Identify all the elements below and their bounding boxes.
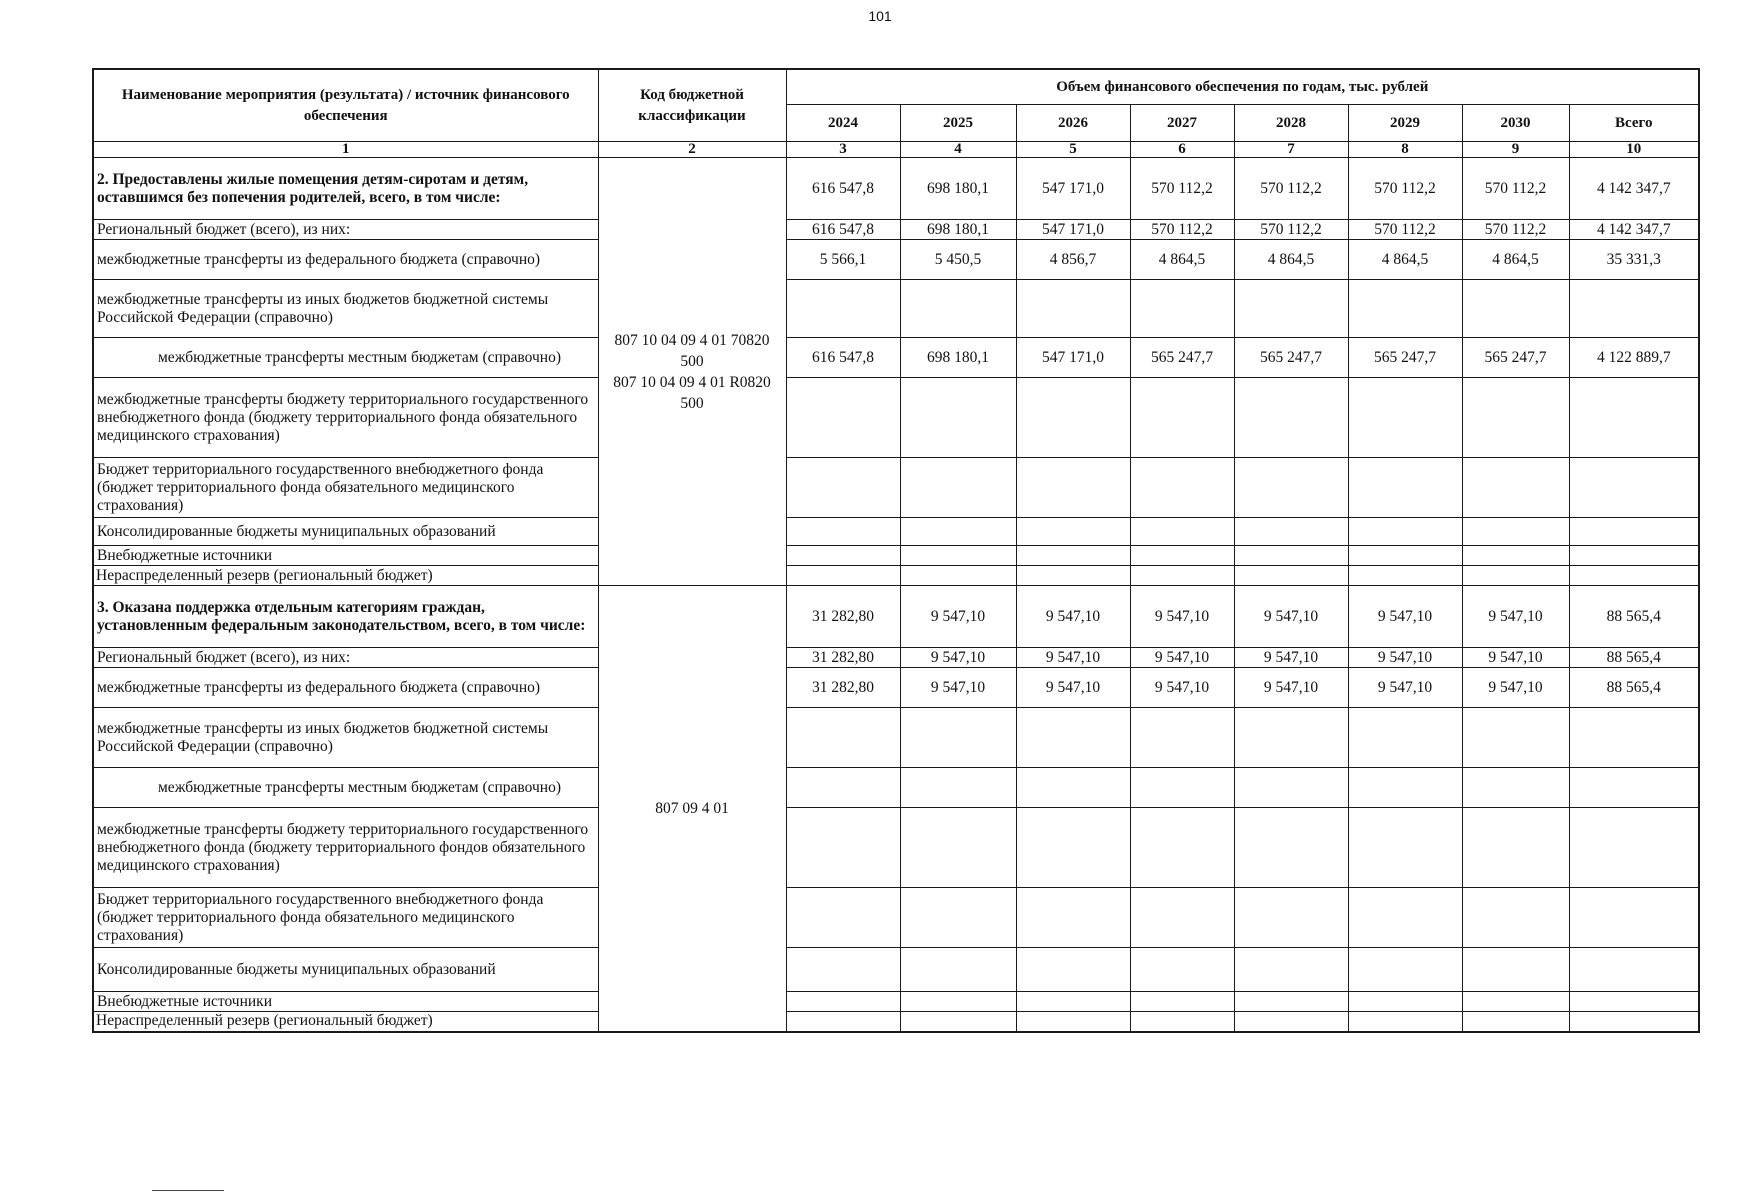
total-value: 88 565,4	[1569, 668, 1699, 708]
year-value: 9 547,10	[900, 668, 1016, 708]
year-value: 570 112,2	[1234, 220, 1348, 240]
year-value: 570 112,2	[1462, 220, 1569, 240]
year-value	[1234, 458, 1348, 518]
year-value	[786, 1012, 900, 1032]
year-value	[1016, 546, 1130, 566]
total-value	[1569, 948, 1699, 992]
page-number: 101	[868, 8, 892, 24]
year-value	[1016, 992, 1130, 1012]
year-value	[1016, 948, 1130, 992]
year-value	[900, 566, 1016, 586]
year-value: 9 547,10	[1016, 668, 1130, 708]
column-number: 1	[93, 142, 598, 158]
section-total-row	[93, 158, 1699, 220]
year-value	[1016, 280, 1130, 338]
year-value	[786, 518, 900, 546]
year-value: 4 864,5	[1348, 240, 1462, 280]
year-value	[1348, 708, 1462, 768]
year-value	[900, 768, 1016, 808]
table-row	[93, 708, 1699, 768]
year-value	[1348, 992, 1462, 1012]
header-volume-column: Объем финансового обеспечения по годам, тыс. рублей	[786, 69, 1699, 105]
year-value	[900, 708, 1016, 768]
year-value	[1016, 808, 1130, 888]
year-value: 9 547,10	[900, 648, 1016, 668]
year-value	[1234, 378, 1348, 458]
section-total-row	[93, 586, 1699, 648]
year-value: 570 112,2	[1130, 158, 1234, 220]
year-value: 570 112,2	[1462, 158, 1569, 220]
year-value: 31 282,80	[786, 668, 900, 708]
year-value: 565 247,7	[1462, 338, 1569, 378]
total-value	[1569, 546, 1699, 566]
year-value: 9 547,10	[1462, 648, 1569, 668]
year-value: 9 547,10	[1462, 586, 1569, 648]
year-value: 547 171,0	[1016, 220, 1130, 240]
year-value	[786, 708, 900, 768]
row-label: Региональный бюджет (всего), из них:	[93, 648, 598, 668]
row-label: Нераспределенный резерв (региональный бюджет)	[93, 1012, 598, 1032]
year-value	[1130, 1012, 1234, 1032]
row-label: Консолидированные бюджеты муниципальных образований	[93, 948, 598, 992]
column-number: 4	[900, 142, 1016, 158]
year-value	[1348, 280, 1462, 338]
year-value: 9 547,10	[1016, 586, 1130, 648]
year-value	[1234, 992, 1348, 1012]
year-value	[1462, 808, 1569, 888]
table-row	[93, 338, 1699, 378]
year-value	[1234, 948, 1348, 992]
table-row	[93, 768, 1699, 808]
year-value	[900, 546, 1016, 566]
header-code-column: Код бюджетной классификации	[598, 69, 786, 142]
year-value: 9 547,10	[1234, 648, 1348, 668]
header-year: 2027	[1130, 105, 1234, 142]
year-value	[1348, 1012, 1462, 1032]
total-value: 88 565,4	[1569, 648, 1699, 668]
year-value	[1130, 458, 1234, 518]
year-value	[1016, 378, 1130, 458]
year-value: 616 547,8	[786, 338, 900, 378]
year-value	[1130, 888, 1234, 948]
row-label: межбюджетные трансферты бюджету территориального государственного внебюджетного фонда (бюджету территориального фонда обязательного медицинского страхования)	[93, 378, 598, 458]
year-value: 547 171,0	[1016, 158, 1130, 220]
year-value	[1462, 458, 1569, 518]
year-value	[1348, 378, 1462, 458]
header-year: 2029	[1348, 105, 1462, 142]
table-row	[93, 948, 1699, 992]
row-label: межбюджетные трансферты из иных бюджетов бюджетной системы Российской Федерации (справочно)	[93, 280, 598, 338]
total-value	[1569, 1012, 1699, 1032]
year-value	[786, 948, 900, 992]
table-row	[93, 888, 1699, 948]
year-value	[1016, 458, 1130, 518]
year-value: 698 180,1	[900, 158, 1016, 220]
header-year: 2024	[786, 105, 900, 142]
table-row	[93, 280, 1699, 338]
year-value	[1348, 768, 1462, 808]
year-value	[1348, 566, 1462, 586]
total-value	[1569, 992, 1699, 1012]
column-number: 7	[1234, 142, 1348, 158]
table-row	[93, 378, 1699, 458]
row-label: межбюджетные трансферты из федерального бюджета (справочно)	[93, 240, 598, 280]
budget-code: 807 10 04 09 4 01 70820 500 807 10 04 09 4 01 R0820 500	[598, 158, 786, 586]
row-label: Бюджет территориального государственного внебюджетного фонда (бюджет территориального фонда обязательного медицинского страхования)	[93, 458, 598, 518]
year-value	[1016, 708, 1130, 768]
year-value	[1130, 566, 1234, 586]
header-name-column: Наименование мероприятия (результата) / источник финансового обеспечения	[93, 69, 598, 142]
year-value: 9 547,10	[1348, 648, 1462, 668]
year-value	[1130, 808, 1234, 888]
year-value: 9 547,10	[1234, 586, 1348, 648]
budget-code: 807 09 4 01	[598, 586, 786, 1032]
year-value: 9 547,10	[1348, 586, 1462, 648]
table-row	[93, 546, 1699, 566]
year-value: 4 864,5	[1130, 240, 1234, 280]
year-value	[1016, 518, 1130, 546]
table-row	[93, 808, 1699, 888]
year-value	[1462, 280, 1569, 338]
year-value	[1016, 768, 1130, 808]
total-value: 35 331,3	[1569, 240, 1699, 280]
year-value	[786, 458, 900, 518]
year-value	[1234, 280, 1348, 338]
year-value: 9 547,10	[1130, 586, 1234, 648]
table-row	[93, 458, 1699, 518]
total-value	[1569, 808, 1699, 888]
year-value: 565 247,7	[1130, 338, 1234, 378]
year-value	[1234, 546, 1348, 566]
year-value	[1462, 566, 1569, 586]
year-value	[786, 808, 900, 888]
year-value	[786, 378, 900, 458]
total-value	[1569, 458, 1699, 518]
footnote-rule	[152, 1190, 224, 1191]
year-value: 570 112,2	[1348, 220, 1462, 240]
year-value: 4 864,5	[1234, 240, 1348, 280]
year-value	[1348, 948, 1462, 992]
header-year: 2028	[1234, 105, 1348, 142]
row-label: 3. Оказана поддержка отдельным категориям граждан, установленным федеральным законодательством, всего, в том числе:	[93, 586, 598, 648]
year-value	[1016, 1012, 1130, 1032]
row-label: межбюджетные трансферты местным бюджетам (справочно)	[93, 768, 598, 808]
year-value: 31 282,80	[786, 648, 900, 668]
year-value: 9 547,10	[1130, 648, 1234, 668]
year-value	[900, 888, 1016, 948]
year-value: 698 180,1	[900, 220, 1016, 240]
header-year: 2025	[900, 105, 1016, 142]
year-value	[1234, 1012, 1348, 1032]
year-value: 31 282,80	[786, 586, 900, 648]
year-value: 9 547,10	[1234, 668, 1348, 708]
column-number: 8	[1348, 142, 1462, 158]
year-value: 4 856,7	[1016, 240, 1130, 280]
year-value	[1234, 566, 1348, 586]
total-value	[1569, 378, 1699, 458]
year-value	[1130, 546, 1234, 566]
year-value	[900, 378, 1016, 458]
year-value: 9 547,10	[1130, 668, 1234, 708]
year-value: 698 180,1	[900, 338, 1016, 378]
year-value	[1130, 378, 1234, 458]
column-number: 6	[1130, 142, 1234, 158]
year-value: 565 247,7	[1348, 338, 1462, 378]
year-value	[1130, 768, 1234, 808]
year-value	[786, 768, 900, 808]
year-value: 570 112,2	[1130, 220, 1234, 240]
row-label: Внебюджетные источники	[93, 992, 598, 1012]
table-row	[93, 668, 1699, 708]
year-value	[1234, 888, 1348, 948]
total-value: 4 122 889,7	[1569, 338, 1699, 378]
total-value: 88 565,4	[1569, 586, 1699, 648]
table-body	[93, 158, 1699, 1032]
year-value	[900, 458, 1016, 518]
total-value	[1569, 518, 1699, 546]
year-value	[1462, 1012, 1569, 1032]
year-value	[1462, 948, 1569, 992]
column-number: 2	[598, 142, 786, 158]
header-year: 2030	[1462, 105, 1569, 142]
column-number-row	[93, 142, 1699, 158]
year-value: 9 547,10	[1016, 648, 1130, 668]
year-value	[1462, 992, 1569, 1012]
year-value	[1016, 888, 1130, 948]
table-row	[93, 1012, 1699, 1032]
year-value	[900, 518, 1016, 546]
year-value	[1462, 378, 1569, 458]
table-row	[93, 220, 1699, 240]
year-value: 9 547,10	[900, 586, 1016, 648]
year-value: 9 547,10	[1462, 668, 1569, 708]
row-label: Консолидированные бюджеты муниципальных образований	[93, 518, 598, 546]
row-label: Региональный бюджет (всего), из них:	[93, 220, 598, 240]
year-value	[1234, 708, 1348, 768]
column-number: 3	[786, 142, 900, 158]
total-value: 4 142 347,7	[1569, 220, 1699, 240]
year-value	[900, 280, 1016, 338]
header-total: Всего	[1569, 105, 1699, 142]
column-number: 5	[1016, 142, 1130, 158]
year-value	[900, 992, 1016, 1012]
year-value	[1234, 768, 1348, 808]
year-value	[1234, 808, 1348, 888]
year-value	[786, 546, 900, 566]
year-value: 4 864,5	[1462, 240, 1569, 280]
year-value	[786, 888, 900, 948]
year-value: 5 450,5	[900, 240, 1016, 280]
row-label: межбюджетные трансферты бюджету территориального государственного внебюджетного фонда (бюджету территориального фондов обязательного медицинского страхования)	[93, 808, 598, 888]
table-row	[93, 566, 1699, 586]
year-value: 5 566,1	[786, 240, 900, 280]
header-year: 2026	[1016, 105, 1130, 142]
year-value	[786, 280, 900, 338]
year-value	[1462, 768, 1569, 808]
year-value	[1016, 566, 1130, 586]
year-value	[786, 992, 900, 1012]
year-value: 565 247,7	[1234, 338, 1348, 378]
table-row	[93, 992, 1699, 1012]
row-label: межбюджетные трансферты из иных бюджетов бюджетной системы Российской Федерации (справочно)	[93, 708, 598, 768]
year-value: 616 547,8	[786, 220, 900, 240]
year-value	[1348, 546, 1462, 566]
table-row	[93, 518, 1699, 546]
year-value	[1130, 518, 1234, 546]
year-value	[900, 808, 1016, 888]
year-value	[1462, 546, 1569, 566]
year-value	[1130, 708, 1234, 768]
year-value	[1462, 888, 1569, 948]
year-value	[900, 1012, 1016, 1032]
year-value	[1348, 518, 1462, 546]
year-value: 570 112,2	[1348, 158, 1462, 220]
year-value	[1462, 518, 1569, 546]
row-label: межбюджетные трансферты местным бюджетам (справочно)	[93, 338, 598, 378]
budget-table	[92, 68, 1700, 1033]
total-value	[1569, 708, 1699, 768]
year-value	[1234, 518, 1348, 546]
year-value: 9 547,10	[1348, 668, 1462, 708]
year-value: 616 547,8	[786, 158, 900, 220]
row-label: Внебюджетные источники	[93, 546, 598, 566]
total-value	[1569, 566, 1699, 586]
column-number: 9	[1462, 142, 1569, 158]
row-label: 2. Предоставлены жилые помещения детям-сиротам и детям, оставшимся без попечения родителей, всего, в том числе:	[93, 158, 598, 220]
table-row	[93, 648, 1699, 668]
total-value	[1569, 888, 1699, 948]
total-value	[1569, 768, 1699, 808]
year-value	[1348, 808, 1462, 888]
column-number: 10	[1569, 142, 1699, 158]
year-value	[1348, 888, 1462, 948]
year-value: 570 112,2	[1234, 158, 1348, 220]
year-value	[1130, 992, 1234, 1012]
row-label: Бюджет территориального государственного внебюджетного фонда (бюджет территориального фонда обязательного медицинского страхования)	[93, 888, 598, 948]
year-value	[1348, 458, 1462, 518]
total-value	[1569, 280, 1699, 338]
year-value	[1462, 708, 1569, 768]
year-value: 547 171,0	[1016, 338, 1130, 378]
year-value	[786, 566, 900, 586]
row-label: межбюджетные трансферты из федерального бюджета (справочно)	[93, 668, 598, 708]
year-value	[1130, 948, 1234, 992]
total-value: 4 142 347,7	[1569, 158, 1699, 220]
year-value	[900, 948, 1016, 992]
table-row	[93, 240, 1699, 280]
year-value	[1130, 280, 1234, 338]
row-label: Нераспределенный резерв (региональный бюджет)	[93, 566, 598, 586]
